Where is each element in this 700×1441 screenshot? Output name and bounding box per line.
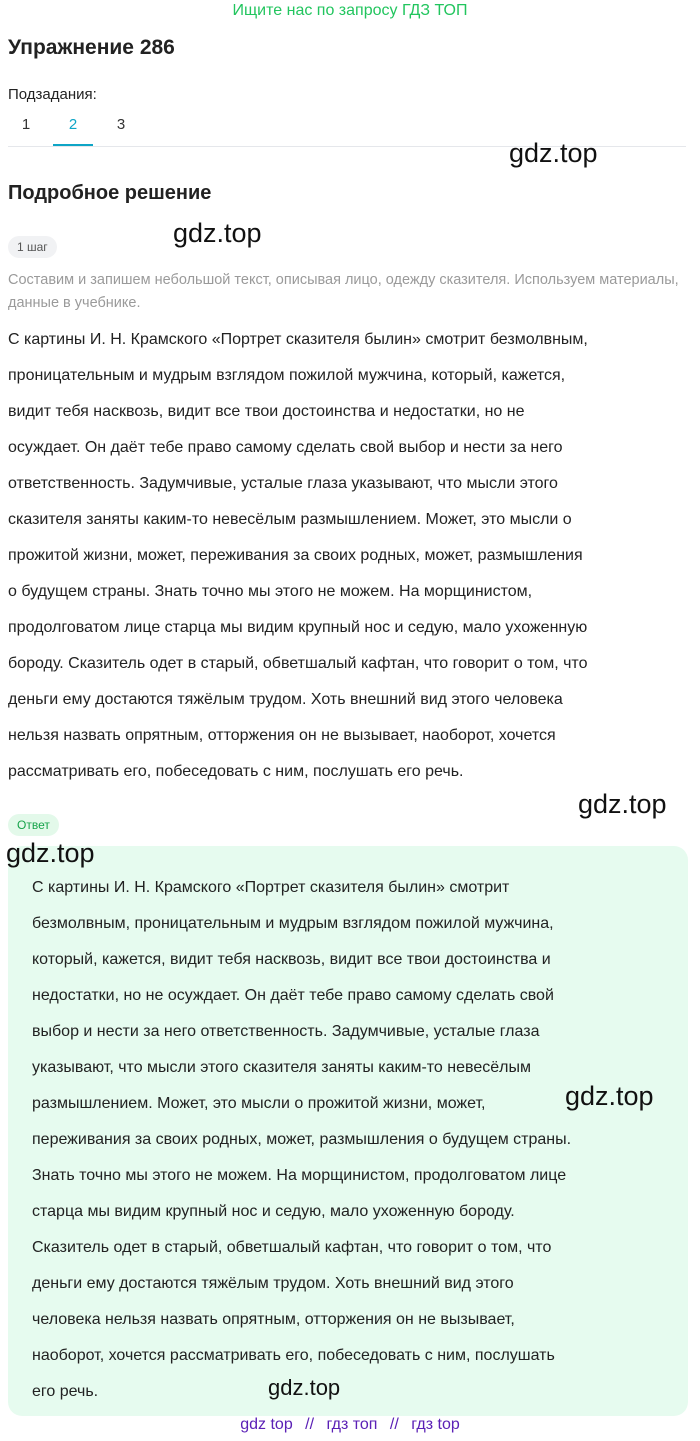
answer-line: указывают, что мысли этого сказителя заняты каким-то невесёлым bbox=[32, 1059, 531, 1076]
solution-line: прожитой жизни, может, переживания за своих родных, может, размышления bbox=[8, 547, 583, 564]
footer-link-gdz-top-mixed[interactable]: гдз top bbox=[411, 1416, 460, 1433]
answer-line: недостатки, но не осуждает. Он даёт тебе право самому сделать свой bbox=[32, 987, 554, 1004]
answer-text bbox=[32, 870, 672, 1410]
answer-line: С картины И. Н. Крамского «Портрет сказителя былин» смотрит bbox=[32, 879, 510, 896]
answer-line: Знать точно мы этого не можем. На морщинистом, продолговатом лице bbox=[32, 1167, 567, 1184]
footer-separator: // bbox=[305, 1416, 315, 1433]
solution-heading: Подробное решение bbox=[8, 182, 212, 204]
solution-line: о будущем страны. Знать точно мы этого не можем. На морщинистом, bbox=[8, 583, 533, 600]
solution-text bbox=[8, 322, 692, 790]
step-hint: Составим и запишем небольшой текст, описывая лицо, одежду сказителя. Используем материалы, данные в учебнике. bbox=[8, 272, 679, 311]
step-badge: 1 шаг bbox=[8, 236, 57, 258]
footer-link-gdz-top[interactable]: gdz top bbox=[240, 1416, 293, 1433]
answer-line: его речь. bbox=[32, 1383, 99, 1400]
solution-line: проницательным и мудрым взглядом пожилой мужчина, который, кажется, bbox=[8, 367, 566, 384]
watermark: gdz.top bbox=[509, 138, 598, 168]
answer-line: Сказитель одет в старый, обветшалый кафтан, что говорит о том, что bbox=[32, 1239, 552, 1256]
tab-2[interactable]: 2 bbox=[68, 116, 78, 133]
solution-line: бороду. Сказитель одет в старый, обветшалый кафтан, что говорит о том, что bbox=[8, 655, 588, 672]
footer-link-gdz-top-ru[interactable]: гдз топ bbox=[326, 1416, 378, 1433]
solution-line: сказителя заняты каким-то невесёлым размышлением. Может, это мысли о bbox=[8, 511, 572, 528]
solution-line: продолговатом лице старца мы видим крупный нос и седую, мало ухоженную bbox=[8, 619, 588, 636]
watermark: gdz.top bbox=[268, 1375, 341, 1400]
watermark: gdz.top bbox=[578, 789, 667, 819]
answer-line: старца мы видим крупный нос и седую, мало ухоженную бороду. bbox=[32, 1203, 515, 1220]
subtasks-label: Подзадания: bbox=[8, 86, 97, 103]
answer-line: человека нельзя назвать опрятным, отторжения он не вызывает, bbox=[32, 1311, 515, 1328]
answer-line: выбор и нести за него ответственность. Задумчивые, усталые глаза bbox=[32, 1023, 540, 1040]
search-banner: Ищите нас по запросу ГДЗ ТОП bbox=[232, 2, 468, 19]
solution-line: видит тебя насквозь, видит все твои достоинства и недостатки, но не bbox=[8, 403, 525, 420]
active-tab-indicator bbox=[53, 144, 93, 146]
solution-line: С картины И. Н. Крамского «Портрет сказителя былин» смотрит безмолвным, bbox=[8, 331, 588, 348]
solution-line: ответственность. Задумчивые, усталые глаза указывают, что мысли этого bbox=[8, 475, 558, 492]
answer-line: переживания за своих родных, может, размышления о будущем страны. bbox=[32, 1131, 572, 1148]
watermark: gdz.top bbox=[565, 1081, 654, 1111]
watermark: gdz.top bbox=[6, 838, 95, 868]
footer-separator: // bbox=[389, 1416, 399, 1433]
tab-3[interactable]: 3 bbox=[116, 116, 126, 133]
page-title: Упражнение 286 bbox=[8, 36, 175, 59]
watermark: gdz.top bbox=[173, 218, 262, 248]
solution-line: осуждает. Он даёт тебе право самому сделать свой выбор и нести за него bbox=[8, 439, 563, 456]
footer-links bbox=[0, 1416, 700, 1434]
solution-line: деньги ему достаются тяжёлым трудом. Хоть внешний вид этого человека bbox=[8, 691, 563, 708]
subtask-tabs bbox=[8, 108, 686, 147]
answer-line: наоборот, хочется рассматривать его, побеседовать с ним, послушать bbox=[32, 1347, 555, 1364]
answer-line: который, кажется, видит тебя насквозь, видит все твои достоинства и bbox=[32, 951, 551, 968]
solution-line: нельзя назвать опрятным, отторжения он не вызывает, наоборот, хочется bbox=[8, 727, 556, 744]
answer-line: деньги ему достаются тяжёлым трудом. Хоть внешний вид этого bbox=[32, 1275, 514, 1292]
tab-1[interactable]: 1 bbox=[21, 116, 31, 133]
answer-badge: Ответ bbox=[8, 814, 59, 836]
answer-line: размышлением. Может, это мысли о прожитой жизни, может, bbox=[32, 1095, 486, 1112]
answer-line: безмолвным, проницательным и мудрым взглядом пожилой мужчина, bbox=[32, 915, 554, 932]
solution-line: рассматривать его, побеседовать с ним, послушать его речь. bbox=[8, 763, 464, 780]
